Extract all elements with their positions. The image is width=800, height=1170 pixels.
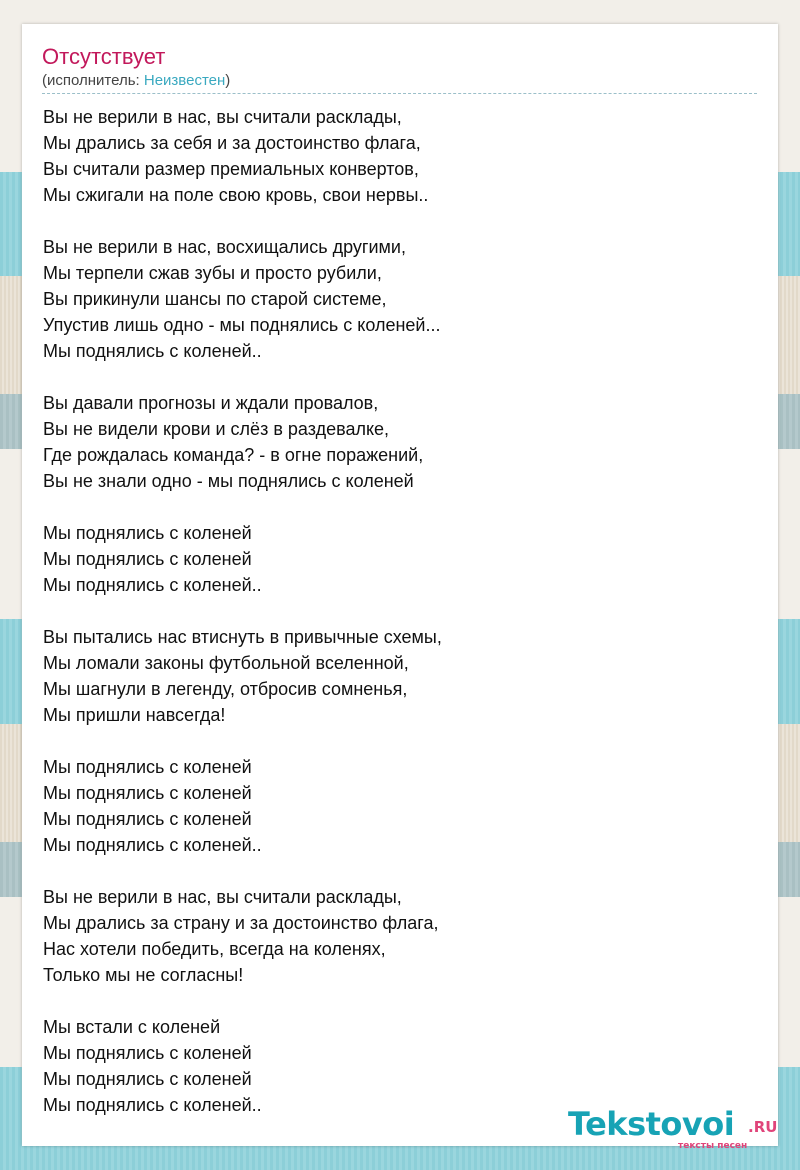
- lyric-line: Вы не верили в нас, вы считали расклады,: [43, 887, 402, 907]
- lyric-line: Мы поднялись с коленей..: [43, 341, 262, 361]
- performer-line: [42, 72, 230, 90]
- song-title: Отсутствует: [42, 44, 166, 69]
- performer-link[interactable]: Неизвестен: [143, 72, 226, 89]
- lyric-line: Мы сжигали на поле свою кровь, свои нервы..: [43, 185, 429, 205]
- lyric-line: Мы ломали законы футбольной вселенной,: [43, 653, 409, 673]
- lyric-line: Вы давали прогнозы и ждали провалов,: [43, 393, 379, 413]
- lyric-line: Мы поднялись с коленей..: [43, 835, 262, 855]
- lyric-line: Мы поднялись с коленей: [43, 523, 252, 543]
- lyrics-text: [43, 104, 758, 1118]
- lyric-line: Мы поднялись с коленей: [43, 1069, 252, 1089]
- lyric-line: Мы поднялись с коленей: [43, 783, 252, 803]
- lyric-line: Мы шагнули в легенду, отбросив сомненья,: [43, 679, 408, 699]
- stanza-gap: [43, 598, 758, 624]
- lyric-line: Мы дрались за страну и за достоинство флага,: [43, 913, 439, 933]
- lyric-line: Вы не знали одно - мы поднялись с коленей: [43, 471, 414, 491]
- stanza-gap: [43, 494, 758, 520]
- site-logo[interactable]: [568, 1104, 778, 1164]
- lyric-line: Вы не верили в нас, вы считали расклады,: [43, 107, 402, 127]
- lyrics-card: [22, 24, 778, 1151]
- logo-tagline: тексты песен: [678, 1141, 748, 1151]
- title-divider: [42, 93, 757, 94]
- lyric-line: Вы не верили в нас, восхищались другими,: [43, 237, 406, 257]
- lyric-line: Мы поднялись с коленей: [43, 1043, 252, 1063]
- lyric-line: Мы терпели сжав зубы и просто рубили,: [43, 263, 382, 283]
- lyric-line: Мы поднялись с коленей..: [43, 575, 262, 595]
- performer-prefix: (исполнитель:: [42, 72, 144, 89]
- lyric-line: Мы встали с коленей: [43, 1017, 221, 1037]
- lyric-line: Упустив лишь одно - мы поднялись с коленей...: [43, 315, 441, 335]
- logo-wordmark: Tekstovoi: [568, 1105, 735, 1143]
- lyric-line: Нас хотели победить, всегда на коленях,: [43, 939, 386, 959]
- lyric-line: Вы пытались нас втиснуть в привычные схемы,: [43, 627, 442, 647]
- performer-suffix: ): [225, 72, 231, 89]
- stanza-gap: [43, 208, 758, 234]
- lyric-line: Мы дрались за себя и за достоинство флага,: [43, 133, 421, 153]
- lyric-line: Мы поднялись с коленей..: [43, 1095, 262, 1115]
- lyric-line: Мы поднялись с коленей: [43, 549, 252, 569]
- lyric-line: Мы пришли навсегда!: [43, 705, 226, 725]
- stanza-gap: [43, 364, 758, 390]
- lyric-line: Вы не видели крови и слёз в раздевалке,: [43, 419, 390, 439]
- stanza-gap: [43, 988, 758, 1014]
- lyric-line: Мы поднялись с коленей: [43, 757, 252, 777]
- stanza-gap: [43, 728, 758, 754]
- lyric-line: Вы считали размер премиальных конвертов,: [43, 159, 419, 179]
- lyric-line: Где рождалась команда? - в огне поражений,: [43, 445, 424, 465]
- logo-tld: .RU: [748, 1118, 778, 1136]
- lyric-line: Только мы не согласны!: [43, 965, 244, 985]
- lyric-line: Мы поднялись с коленей: [43, 809, 252, 829]
- stanza-gap: [43, 858, 758, 884]
- lyric-line: Вы прикинули шансы по старой системе,: [43, 289, 387, 309]
